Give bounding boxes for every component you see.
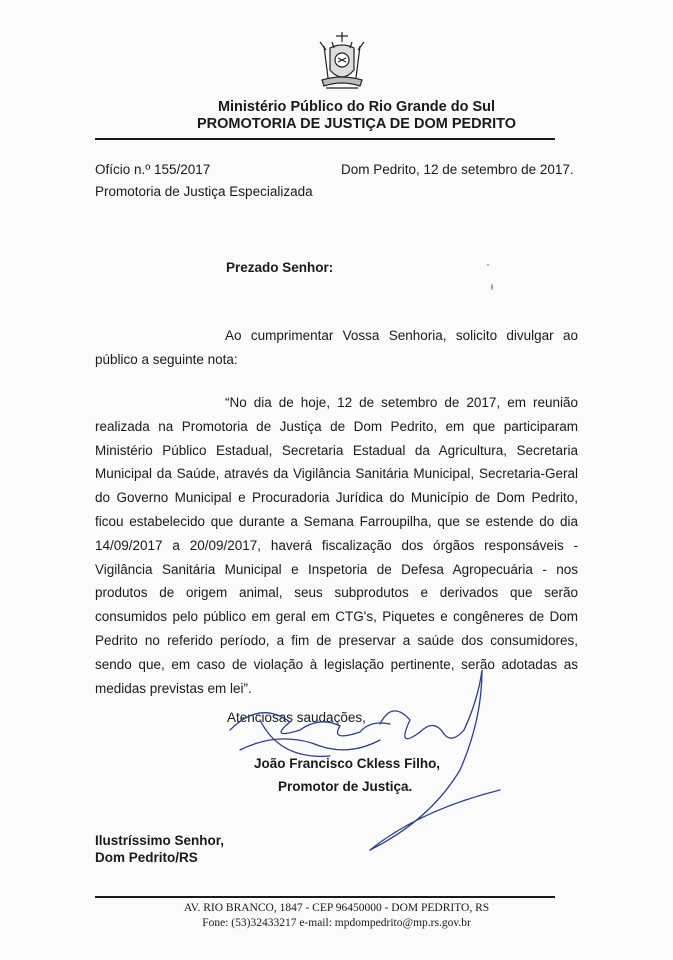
closing: Atenciosas saudações, bbox=[227, 710, 366, 725]
header-ministry: Ministério Público do Rio Grande do Sul bbox=[217, 99, 496, 115]
intro-paragraph: Ao cumprimentar Vossa Senhoria, solicito divulgar ao público a seguinte nota: bbox=[95, 328, 578, 367]
department: Promotoria de Justiça Especializada bbox=[95, 184, 313, 199]
paper-speck bbox=[491, 284, 493, 290]
note-paragraph: “No dia de hoje, 12 de setembro de 2017, em reunião realizada na Promotoria de Justiça de Dom Pedrito, em que participaram Ministério Público Estadual, Secretaria Estadual da Agricultura, Secretaria Municipal da Saúde, através da Vigilância Sanitária Municipal, Secretaria-Geral do Governo Municipal e Procuradoria Jurídica do Município de Dom Pedrito, ficou estabelecido que durante a Semana Farroupilha, que se estende do dia 14/09/2017 a 20/09/2017, haverá fiscalização dos órgãos responsáveis - Vigilância Sanitária Municipal e Inspetoria de Defesa Agropecuária - nos produtos de origem animal, seus subprodutos e derivados que serão consumidos pelo público em geral em CTG's, Piquetes e congêneres de Dom Pedrito no referido período, a fim de preservar a saúde dos consumidores, sendo que, em caso de violação à legislação pertinente, serão adotadas as medidas previstas em lei”. bbox=[95, 395, 578, 696]
header-divider bbox=[95, 138, 555, 140]
header-promotoria: PROMOTORIA DE JUSTIÇA DE DOM PEDRITO bbox=[196, 116, 517, 132]
paper-speck bbox=[487, 264, 489, 266]
signer-name: João Francisco Ckless Filho, bbox=[254, 756, 441, 771]
footer-contact: Fone: (53)32433217 e-mail: mpdompedrito@mp.rs.gov.br bbox=[202, 917, 471, 929]
place-date: Dom Pedrito, 12 de setembro de 2017. bbox=[341, 162, 574, 177]
salutation: Prezado Senhor: bbox=[226, 260, 334, 275]
footer-address: AV. RIO BRANCO, 1847 - CEP 96450000 - DOM PEDRITO, RS bbox=[183, 902, 490, 914]
office-number: Ofício n.º 155/2017 bbox=[95, 162, 211, 177]
signer-title: Promotor de Justiça. bbox=[278, 779, 413, 794]
recipient-city: Dom Pedrito/RS bbox=[95, 850, 198, 865]
recipient-title: Ilustríssimo Senhor, bbox=[95, 833, 225, 848]
coat-of-arms-emblem bbox=[312, 28, 372, 96]
footer-divider bbox=[95, 896, 555, 898]
